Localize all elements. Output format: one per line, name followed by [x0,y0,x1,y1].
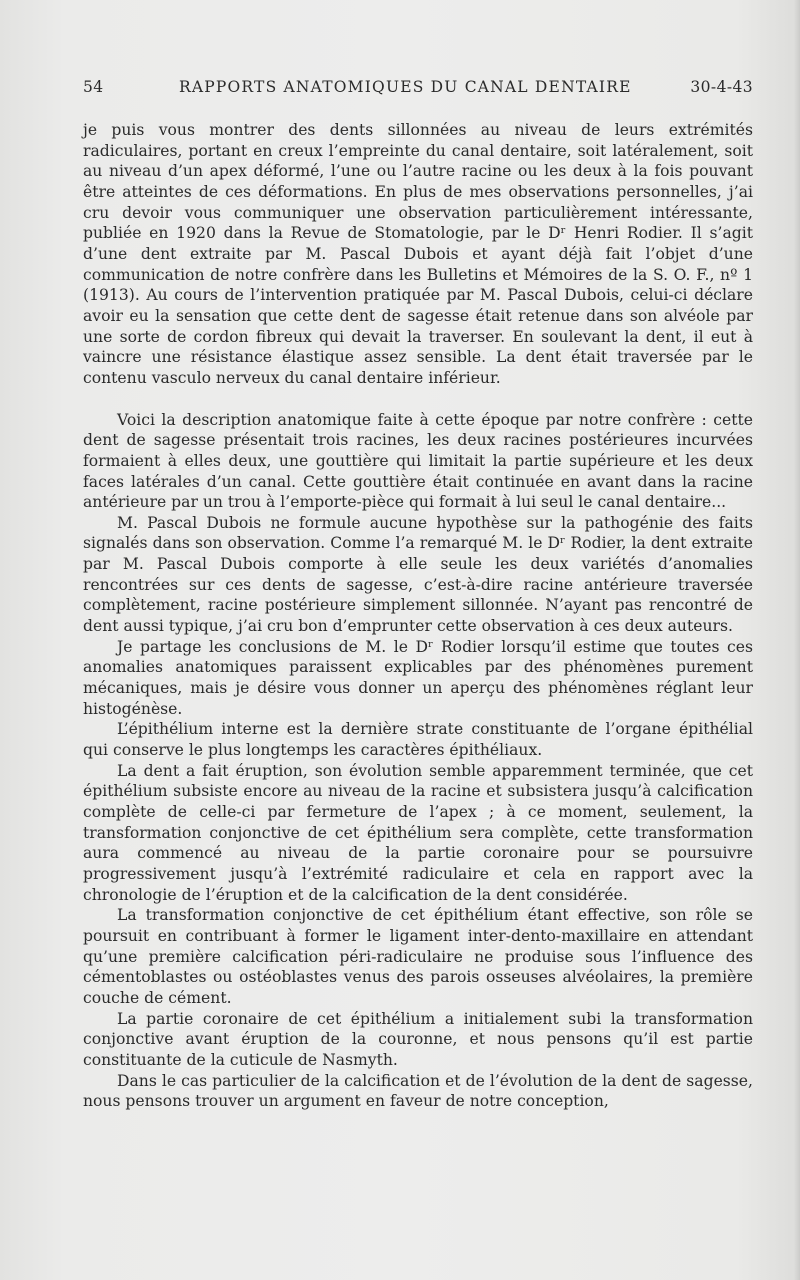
page-edge-shadow [794,0,800,1280]
body-text [83,120,753,1112]
paragraph-8: La partie coronaire de cet épithélium a initialement subi la transformation conjonctive avant éruption de la couronne, et nous pensons qu’il est partie constituante de la cuticule de Nasmyth. [83,1009,753,1069]
paragraph-2: Voici la description anatomique faite à cette époque par notre confrère : cette dent de sagesse présentait trois racines, les deux racines postérieures incurvées formaient à elles deux, une gouttière qui limitait la partie supérieure et les deux faces latérales d’un canal. Cette gouttière était continuée en avant dans la racine antérieure par un trou à l’emporte-pièce qui formait à lui seul le canal dentaire... [83,410,753,512]
paragraph-1: je puis vous montrer des dents sillonnées au niveau de leurs extrémités radiculaires, portant en creux l’empreinte du canal dentaire, soit latéralement, soit au niveau d’un apex déformé, l’une ou l’autre racine ou les deux à la fois pouvant être atteintes de ces déformations. En plus de mes observations personnelles, j’ai cru devoir vous communiquer une observation particulièrement intéressante, publiée en 1920 dans la Revue de Stomatologie, par le Dʳ Henri Rodier. Il s’agit d’une dent extraite par M. Pascal Dubois et ayant déjà fait l’objet d’une communication de notre confrère dans les Bulletins et Mémoires de la S. O. F., nº 1 (1913). Au cours de l’intervention pratiquée par M. Pascal Dubois, celui-ci déclare avoir eu la sensation que cette dent de sagesse était retenue dans son alvéole par une sorte de cordon fibreux qui devait la traverser. En soulevant la dent, il eut à vaincre une résistance élastique assez sensible. La dent était traversée par le contenu vasculo nerveux du canal dentaire inférieur. [83,121,753,387]
paragraph-3: M. Pascal Dubois ne formule aucune hypothèse sur la pathogénie des faits signalés dans son observation. Comme l’a remarqué M. le Dʳ Rodier, la dent extraite par M. Pascal Dubois comporte à elle seule les deux variétés d’anomalies rencontrées sur ces dents de sagesse, c’est-à-dire racine antérieure traversée complètement, racine postérieure simplement sillonnée. N’ayant pas rencontré de dent aussi typique, j’ai cru bon d’emprunter cette observation à ces deux auteurs. [83,513,753,636]
paragraph-5: L’épithélium interne est la dernière strate constituante de l’organe épithélial qui conserve le plus longtemps les caractères épithéliaux. [83,720,753,760]
page-header [83,78,753,100]
paragraph-7: La transformation conjonctive de cet épithélium étant effective, son rôle se poursuit en contribuant à former le ligament inter-dento-maxillaire en attendant qu’une première calcification péri-radiculaire ne produise sous l’influence des cémentoblastes ou ostéoblastes venus des parois osseuses alvéolaires, la première couche de cément. [83,906,753,1007]
page-number: 54 [83,78,104,96]
paragraph-9: Dans le cas particulier de la calcification et de l’évolution de la dent de sagesse, nous pensons trouver un argument en faveur de notre conception, [83,1071,753,1111]
paragraph-6: La dent a fait éruption, son évolution semble apparemment terminée, que cet épithélium subsiste encore au niveau de la racine et subsistera jusqu’à calcification complète de celle-ci par fermeture de l’apex ; à ce moment, seulement, la transformation conjonctive de cet épithélium sera complète, cette transformation aura commencé au niveau de la partie coronaire pour se poursuivre progressivement jusqu’à l’extrémité radiculaire et cela en rapport avec la chronologie de l’éruption et de la calcification de la dent considérée. [83,761,753,904]
paragraph-4: Je partage les conclusions de M. le Dʳ Rodier lorsqu’il estime que toutes ces anomalies anatomiques paraissent explicables par des phénomènes purement mécaniques, mais je désire vous donner un aperçu des phénomènes réglant leur histogénèse. [83,637,753,718]
running-title: RAPPORTS ANATOMIQUES DU CANAL DENTAIRE [179,78,632,96]
header-date: 30-4-43 [690,78,753,96]
